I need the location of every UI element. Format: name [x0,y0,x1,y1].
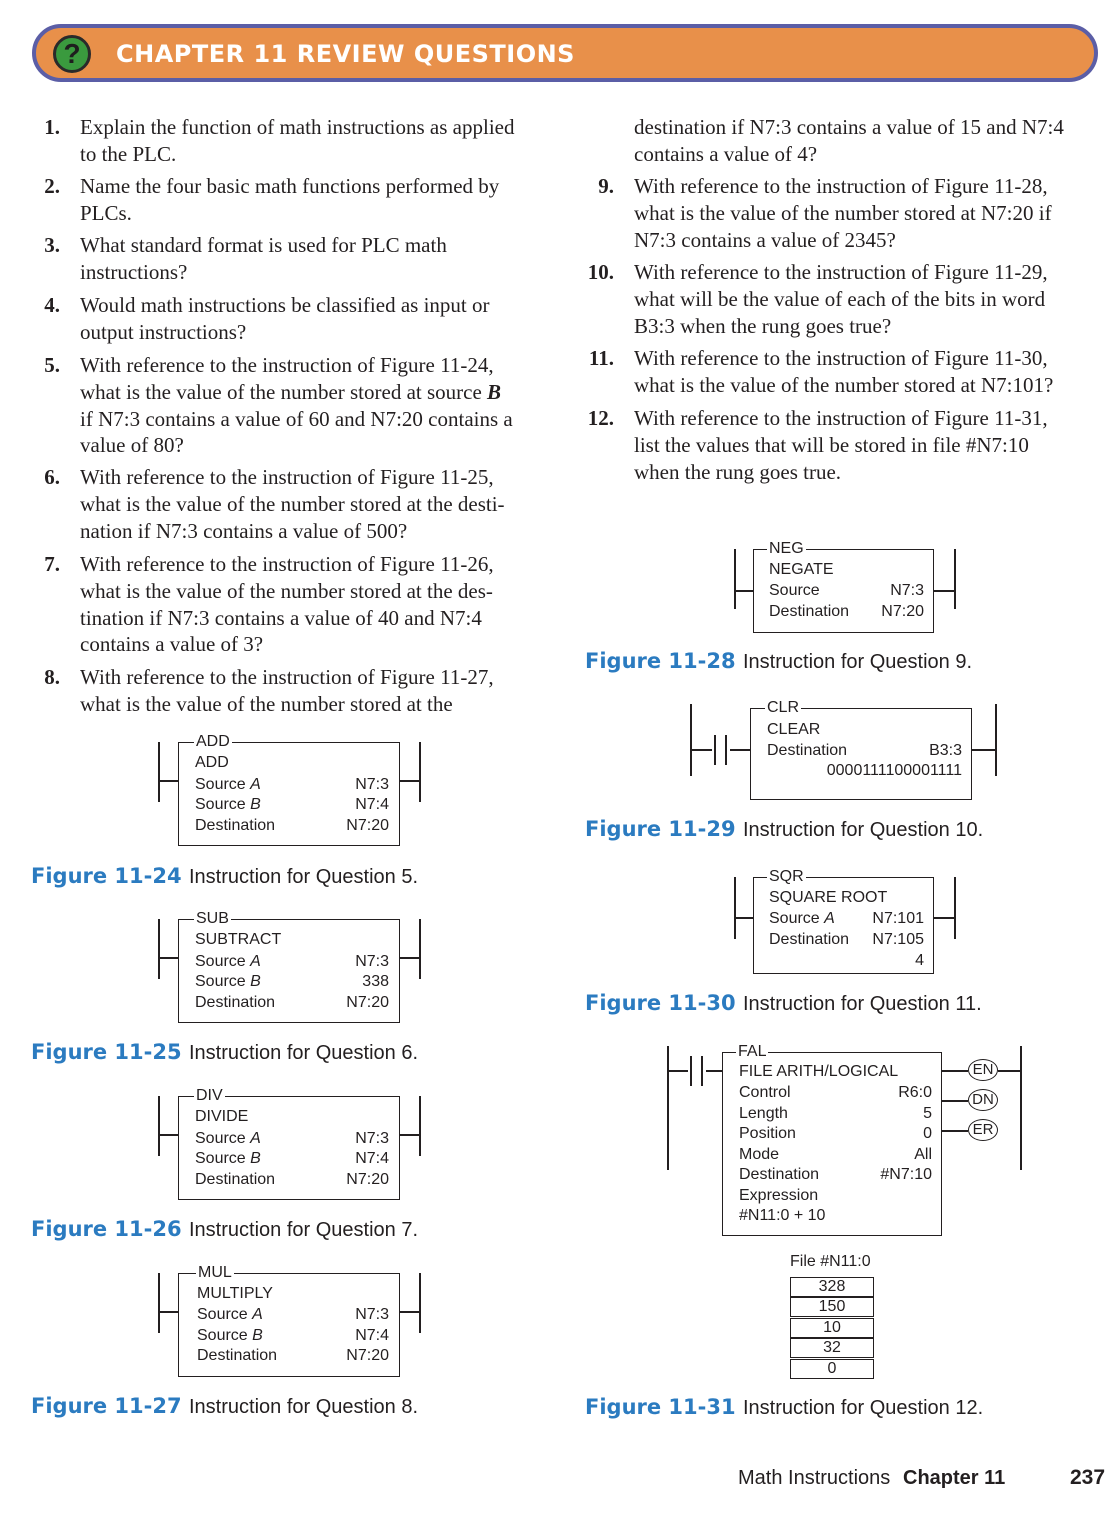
row-label: Source A [195,953,261,970]
row-value: N7:3 [890,582,924,599]
instruction-name: SUBTRACT [195,931,282,948]
question-line: what is the value of the number stored at N7:20 if [634,200,1052,225]
question-mark-icon: ? [53,35,91,73]
fal-instruction-box [722,1052,942,1236]
row-label: Control [739,1084,791,1101]
figure-caption: Instruction for Question 5. [189,866,419,888]
right-rail [954,877,956,939]
mul-instruction-box [178,1273,400,1377]
instruction-mnemonic: ADD [196,733,230,750]
rung-wire [998,1070,1020,1072]
question-line: value of 80? [80,433,184,458]
question-line: what is the value of the number stored at source B [80,379,502,404]
question-line: what is the value of the number stored at the des- [80,578,493,603]
question-line: What standard format is used for PLC math [80,233,447,257]
error-coil: ER [968,1119,998,1141]
question-line: output instructions? [80,319,247,344]
question-number: 6. [44,465,60,489]
file-cell: 0 [790,1359,874,1379]
figure-caption: Instruction for Question 7. [189,1219,419,1241]
rung-wire [942,1130,968,1132]
question-number: 8. [44,665,60,689]
right-rail [995,704,997,776]
chapter-banner [32,24,1098,82]
row-value: N7:4 [355,1150,389,1167]
question-line: what is the value of the number stored at N7:101? [634,372,1054,397]
row-value: N7:101 [872,910,924,927]
row-label: Source [769,582,820,599]
contact-icon [712,735,730,765]
figure-caption: Instruction for Question 9. [743,651,973,673]
row-label: Destination [195,1171,276,1188]
question-line: if N7:3 contains a value of 60 and N7:20 contains a [80,406,513,431]
rung-wire [942,1100,968,1102]
row-value: N7:20 [346,1347,389,1364]
row-label: Destination [769,931,850,948]
instruction-mnemonic: MUL [198,1264,232,1281]
row-label: Source A [195,776,261,793]
page-number: 237 [1070,1466,1106,1489]
figure-caption: Instruction for Question 12. [743,1397,984,1419]
instruction-name: MULTIPLY [197,1285,273,1302]
figure-number: Figure 11-31 [585,1395,736,1419]
sub-instruction-box [178,919,400,1023]
row-value: #N7:10 [880,1166,932,1183]
question-line: With reference to the instruction of Figure 11-24, [80,353,494,377]
question-line: contains a value of 4? [634,141,818,166]
right-rail [419,742,421,802]
row-label: Source B [195,796,261,813]
figure-caption: Instruction for Question 6. [189,1042,419,1064]
row-value: N7:3 [355,1306,389,1323]
rung-wire [934,917,954,919]
row-label: Destination [195,994,276,1011]
row-label: Position [739,1125,796,1142]
question-number: 1. [44,115,60,139]
rung-wire [158,780,178,782]
stored-value: 4 [915,952,924,969]
rung-wire [158,1311,178,1313]
row-label: Destination [197,1347,278,1364]
row-label: Source A [195,1130,261,1147]
rung-wire [942,1070,968,1072]
row-value: 338 [362,973,389,990]
instruction-mnemonic: SUB [196,910,229,927]
rung-wire [667,1070,688,1072]
row-value: 0 [923,1125,932,1142]
instruction-name: NEGATE [769,561,834,578]
question-number: 9. [598,174,614,198]
question-number: 11. [588,346,614,370]
question-line: Name the four basic math functions performed by [80,174,500,198]
question-line: With reference to the instruction of Figure 11-31, [634,406,1048,430]
row-value: N7:20 [346,817,389,834]
instruction-name: FILE ARITH/LOGICAL [739,1063,899,1080]
row-label: Destination [195,817,276,834]
row-label: Source A [197,1306,263,1323]
left-rail [690,704,692,776]
row-label: Mode [739,1146,780,1163]
question-line: what is the value of the number stored at the desti- [80,491,505,516]
left-rail [158,1273,160,1333]
figure-caption: Instruction for Question 10. [743,819,984,841]
question-line: destination if N7:3 contains a value of 15 and N7:4 [634,115,1064,139]
rung-wire [400,1134,420,1136]
question-number: 2. [44,174,60,198]
figure-number: Figure 11-29 [585,817,736,841]
rung-wire [690,749,712,751]
question-line: when the rung goes true. [634,459,842,484]
instruction-name: DIVIDE [195,1108,249,1125]
question-line: B3:3 when the rung goes true? [634,313,892,338]
right-rail [1020,1046,1022,1170]
question-number: 12. [587,406,614,430]
question-line: nation if N7:3 contains a value of 500? [80,518,408,543]
add-instruction-box [178,742,400,846]
question-line: contains a value of 3? [80,632,264,657]
sqr-instruction-box [753,877,934,974]
div-instruction-box [178,1096,400,1200]
row-label: Source B [195,973,261,990]
rung-wire [400,780,420,782]
row-label: Destination [769,603,850,620]
question-line: With reference to the instruction of Figure 11-29, [634,260,1048,284]
instruction-name: SQUARE ROOT [769,889,888,906]
question-line: Explain the function of math instructions as applied [80,115,515,139]
question-line: list the values that will be stored in file #N7:10 [634,432,1029,457]
question-number: 10. [587,260,614,284]
footer-section: Math Instructions [738,1467,891,1489]
file-title: File #N11:0 [790,1253,871,1270]
question-line: tination if N7:3 contains a value of 40 and N7:4 [80,605,482,630]
expression-value: #N11:0 + 10 [739,1207,826,1224]
row-label: Source B [195,1150,261,1167]
row-value: All [914,1146,932,1163]
instruction-mnemonic: DIV [196,1087,223,1104]
rung-wire [734,590,753,592]
expression-label: Expression [739,1187,819,1204]
figure-number: Figure 11-30 [585,991,736,1015]
figure-caption: Instruction for Question 8. [189,1396,419,1418]
left-rail [734,877,736,939]
left-rail [158,1096,160,1156]
right-rail [419,919,421,979]
row-value: N7:20 [881,603,924,620]
rung-wire [734,917,753,919]
question-line: With reference to the instruction of Figure 11-28, [634,174,1048,198]
row-value: N7:20 [346,1171,389,1188]
clr-instruction-box [750,708,972,800]
rung-wire [158,1134,178,1136]
left-rail [158,742,160,802]
row-value: R6:0 [898,1084,932,1101]
left-rail [667,1046,669,1170]
question-line: N7:3 contains a value of 2345? [634,227,896,252]
rung-wire [158,957,178,959]
left-rail [734,549,736,609]
question-line: With reference to the instruction of Figure 11-25, [80,465,494,489]
instruction-name: CLEAR [767,721,821,738]
rung-wire [706,1070,722,1072]
question-line: Would math instructions be classified as input or [80,293,490,317]
rung-wire [934,590,954,592]
rung-wire [972,749,995,751]
question-number: 4. [44,293,60,317]
rung-wire [400,957,420,959]
figure-number: Figure 11-27 [31,1394,182,1418]
figure-number: Figure 11-26 [31,1217,182,1241]
instruction-mnemonic: FAL [738,1043,767,1060]
row-value: N7:3 [355,776,389,793]
figure-number: Figure 11-28 [585,649,736,673]
row-value: N7:105 [872,931,924,948]
bit-pattern: 0000111100001111 [826,762,962,779]
right-rail [419,1096,421,1156]
row-value: 5 [923,1105,932,1122]
instruction-mnemonic: SQR [769,868,804,885]
footer-chapter: Chapter 11 [903,1467,1006,1489]
left-rail [158,919,160,979]
enable-coil: EN [968,1059,998,1081]
row-label: Source A [769,910,835,927]
rung-wire [730,749,750,751]
right-rail [419,1273,421,1333]
done-coil: DN [968,1089,998,1111]
chapter-title: CHAPTER 11 REVIEW QUESTIONS [116,40,575,68]
question-line: what will be the value of each of the bits in word [634,286,1046,311]
row-value: B3:3 [929,742,962,759]
question-line: With reference to the instruction of Figure 11-26, [80,552,494,576]
row-label: Destination [739,1166,820,1183]
instruction-mnemonic: CLR [767,699,800,716]
figure-number: Figure 11-25 [31,1040,182,1064]
neg-instruction-box [753,549,934,633]
file-cell: 10 [790,1318,874,1338]
question-line: what is the value of the number stored at the [80,691,453,716]
figure-caption: Instruction for Question 11. [743,993,982,1015]
row-value: N7:4 [355,1327,389,1344]
figure-number: Figure 11-24 [31,864,182,888]
question-number: 3. [44,233,60,257]
right-rail [954,549,956,609]
instruction-name: ADD [195,754,229,771]
file-cell: 328 [790,1277,874,1297]
file-cell: 32 [790,1338,874,1358]
row-value: N7:3 [355,1130,389,1147]
row-label: Destination [767,742,848,759]
row-value: N7:4 [355,796,389,813]
row-label: Source B [197,1327,263,1344]
question-number: 7. [44,552,60,576]
rung-wire [400,1311,420,1313]
question-line: to the PLC. [80,141,177,166]
row-value: N7:20 [346,994,389,1011]
contact-icon [688,1056,706,1086]
question-number: 5. [44,353,60,377]
file-cell: 150 [790,1297,874,1317]
instruction-mnemonic: NEG [769,540,804,557]
row-value: N7:3 [355,953,389,970]
row-label: Length [739,1105,788,1122]
question-line: With reference to the instruction of Figure 11-30, [634,346,1048,370]
question-line: PLCs. [80,200,132,225]
question-line: With reference to the instruction of Figure 11-27, [80,665,494,689]
question-line: instructions? [80,259,188,284]
